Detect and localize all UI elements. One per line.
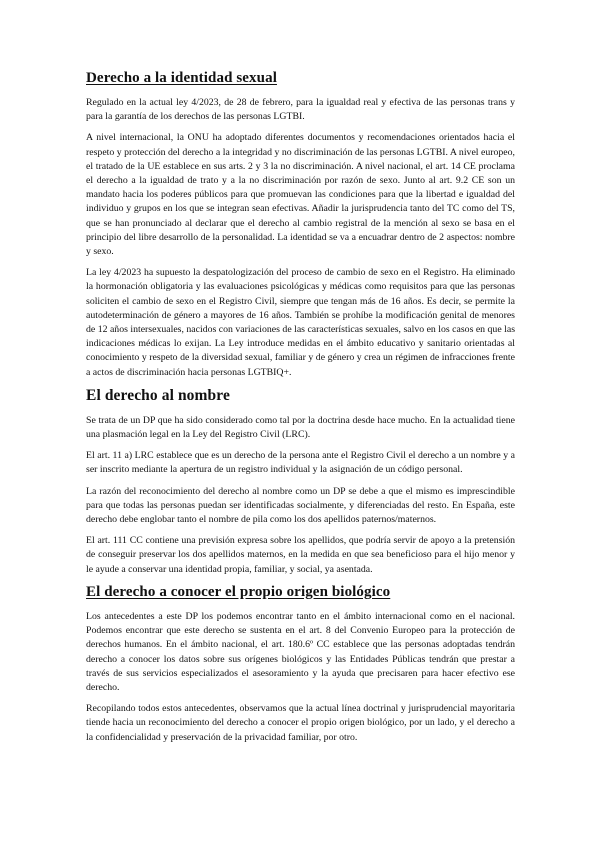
paragraph: Regulado en la actual ley 4/2023, de 28 de febrero, para la igualdad real y efectiva de las personas trans y para la garantía de los derechos de las personas LGTBI. — [86, 97, 515, 123]
paragraph: El art. 11 a) LRC establece que es un derecho de la persona ante el Registro Civil el derecho a un nombre y a ser inscrito mediante la apertura de un registro individual y la asignación de un código personal. — [86, 450, 515, 476]
paragraph: Los antecedentes a este DP los podemos encontrar tanto en el ámbito internacional como en el nacional. Podemos encontrar que este derecho se sustenta en el art. 8 del Convenio Europeo para la protección de derechos humanos. En el ámbito nacional, el art. 180.6º CC establece que las personas adoptadas tendrán derecho a conocer los datos sobre sus orígenes biológicos y las Entidades Públicas tendrán que prestar a través de sus servicios especializados el asesoramiento y la ayuda que precisaren para hacer efectivo ese derecho. — [86, 610, 515, 693]
paragraph: Recopilando todos estos antecedentes, observamos que la actual línea doctrinal y jurisprudencial mayoritaria tiende hacia un reconocimiento del derecho a conocer el propio origen biológico, por un lado, y el derecho a la confidencialidad y preservación de la privacidad familiar, por otro. — [86, 703, 515, 743]
section-heading: Derecho a la identidad sexual — [86, 70, 277, 86]
section-origen-biologico — [86, 584, 515, 745]
paragraph: La razón del reconocimiento del derecho al nombre como un DP se debe a que el mismo es imprescindible para que todas las personas puedan ser identificadas socialmente, y diferenciadas del resto. En España, este derecho debe englobar tanto el nombre de pila como los dos apellidos paternos/maternos. — [86, 485, 515, 526]
paragraph: A nivel internacional, la ONU ha adoptado diferentes documentos y recomendaciones orientados hacia el respeto y protección del derecho a la integridad y no discriminación de las personas LGTBI. A nivel europeo, el tratado de la UE establece en sus arts. 2 y 3 la no discriminación. A nivel nacional, el art. 14 CE proclama el derecho a la igualdad de trato y a la no discriminación por razón de sexo. Junto al art. 9.2 CE son un mandato hacia los poderes públicos para que promuevan las condiciones para que la libertad e igualdad del individuo y grupos en los que se integran sean efectivas. Añadir la jurisprudencia tanto del TC como del TS, que se han pronunciado al declarar que el derecho al cambio registral de la mención al sexo se basa en el principio del libre desarrollo de la personalidad. La identidad se va a encuadrar dentro de 2 aspectos: nombre y sexo. — [86, 132, 515, 258]
section-identidad-sexual — [86, 70, 515, 380]
document-page — [86, 70, 515, 752]
paragraph: Se trata de un DP que ha sido considerado como tal por la doctrina desde hace mucho. En la actualidad tiene una plasmación legal en la Ley del Registro Civil (LRC). — [86, 414, 515, 441]
section-derecho-nombre — [86, 387, 515, 577]
section-heading: El derecho a conocer el propio origen biológico — [86, 583, 391, 600]
paragraph: El art. 111 CC contiene una previsión expresa sobre los apellidos, que podría servir de apoyo a la pretensión de conseguir preservar los dos apellidos maternos, en la medida en que sea beneficioso para el hijo menor y le ayude a conservar una identidad propia, familiar, y social, ya asentada. — [86, 535, 515, 575]
paragraph: La ley 4/2023 ha supuesto la despatologización del proceso de cambio de sexo en el Registro. Ha eliminado la hormonación obligatoria y las evaluaciones psicológicas y médicas como requisitos para que las personas soliciten el cambio de sexo en el Registro Civil, siempre que tengan más de 16 años. Es decir, se permite la autodeterminación de género a mayores de 16 años. También se prohíbe la modificación genital de menores de 12 años intersexuales, nacidos con variaciones de las características sexuales, salvo en los casos en que las indicaciones médicas lo exijan. La Ley introduce medidas en el ámbito educativo y sanitario orientadas al conocimiento y respeto de la diversidad sexual, familiar y de género y crea un régimen de infracciones frente a actos de discriminación hacia personas LGTBIQ+. — [86, 267, 516, 378]
section-heading: El derecho al nombre — [86, 386, 230, 404]
